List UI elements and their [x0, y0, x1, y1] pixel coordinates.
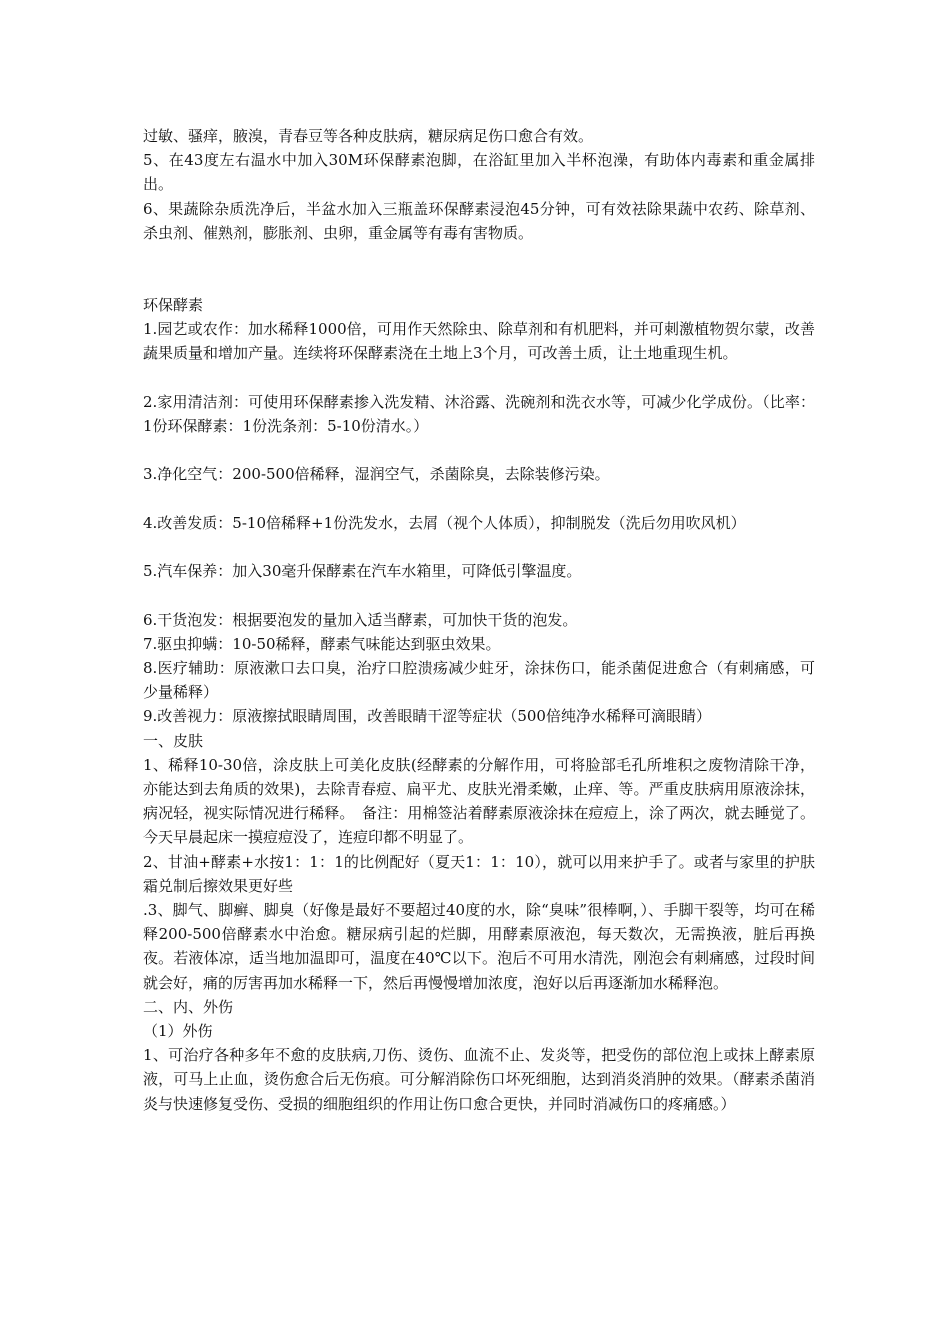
subsection-external-injury: （1）外伤 [143, 1022, 213, 1041]
section-injury-heading: 二、内、外伤 [143, 997, 234, 1016]
usage-item-dried-goods: 6.干货泡发：根据要泡发的量加入适当酵素，可加快干货的泡发。 [143, 610, 578, 629]
spacer [143, 535, 815, 559]
section-skin-heading: 一、皮肤 [143, 731, 204, 750]
injury-item-1: 1、可治疗各种多年不愈的皮肤病,刀伤、烫伤、血流不止、发炎等，把受伤的部位泡上或抹上酵素原液，可马上止血，烫伤愈合后无伤痕。可分解消除伤口坏死细胞，达到消炎消肿的效果。（酵素杀菌消炎与快速修复受伤、受损的细胞组织的作用让伤口愈合更快，并同时消减伤口的疼痛感。） [143, 1046, 815, 1113]
document-page [143, 124, 815, 1116]
spacer [143, 438, 815, 462]
spacer [143, 487, 815, 511]
skin-item-1: 1、稀释10-30倍，涂皮肤上可美化皮肤(经酵素的分解作用，可将脸部毛孔所堆积之废物清除干净，亦能达到去角质的效果)，去除青春痘、扁平尤、皮肤光滑柔嫩，止痒、等。严重皮肤病用原液涂抹，病况轻，视实际情况进行稀释。 备注：用棉签沾着酵素原液涂抹在痘痘上，涂了两次，就去睡觉了。今天早晨起床一摸痘痘没了，连痘印都不明显了。 [143, 755, 815, 847]
usage-item-insects: 7.驱虫抑螨：10-50稀释，酵素气味能达到驱虫效果。 [143, 634, 501, 653]
usage-item-cleaning: 2.家用清洁剂：可使用环保酵素掺入洗发精、沐浴露、洗碗剂和洗衣水等，可减少化学成份。（比率：1份环保酵素：1份洗条剂：5-10份清水。） [143, 392, 815, 436]
usage-item-air: 3.净化空气：200-500倍稀释，湿润空气，杀菌除臭，去除装修污染。 [143, 465, 610, 484]
skin-item-3: .3、脚气、脚癣、脚臭（好像是最好不要超过40度的水，除“臭味”很棒啊，）、手脚干裂等，均可在稀释200-500倍酵素水中治愈。糖尿病引起的烂脚，用酵素原液泡，每天数次，无需换液，脏后再换夜。若液体凉，适当地加温即可，温度在40℃以下。泡后不可用水清洗，刚泡会有刺痛感，过段时间就会好，痛的厉害再加水稀释一下，然后再慢慢增加浓度，泡好以后再逐渐加水稀释泡。 [143, 901, 815, 992]
paragraph-vegetable-wash: 6、果蔬除杂质洗净后，半盆水加入三瓶盖环保酵素浸泡45分钟，可有效祛除果蔬中农药、除草剂、杀虫剂、催熟剂，膨胀剂、虫卵，重金属等有毒有害物质。 [143, 199, 815, 242]
usage-item-vision: 9.改善视力：原液擦拭眼睛周围，改善眼睛干涩等症状（500倍纯净水稀释可滴眼睛） [143, 707, 711, 726]
paragraph-foot-soak: 5、在43度左右温水中加入30M环保酵素泡脚，在浴缸里加入半杯泡澡，有助体内毒素和重金属排出。 [143, 151, 815, 194]
usage-item-medical: 8.医疗辅助：原液漱口去口臭，治疗口腔溃疡减少蛀牙，涂抹伤口，能杀菌促进愈合（有刺痛感，可少量稀释） [143, 658, 815, 702]
spacer [143, 583, 815, 607]
section-heading: 环保酵素 [143, 296, 204, 315]
usage-item-car: 5.汽车保养：加入30毫升保酵素在汽车水箱里，可降低引擎温度。 [143, 562, 582, 581]
spacer [143, 245, 815, 293]
paragraph-skin-effects: 过敏、骚痒，腋溴，青春豆等各种皮肤病，糖尿病足伤口愈合有效。 [143, 127, 594, 145]
usage-item-hair: 4.改善发质：5-10倍稀释+1份洗发水，去屑（视个人体质），抑制脱发（洗后勿用吹风机） [143, 513, 746, 532]
usage-item-gardening: 1.园艺或农作：加水稀释1000倍，可用作天然除虫、除草剂和有机肥料，并可刺激植物贺尔蒙，改善蔬果质量和增加产量。连续将环保酵素浇在土地上3个月，可改善土质，让土地重现生机。 [143, 320, 815, 363]
spacer [143, 366, 815, 390]
skin-item-2: 2、甘油+酵素+水按1：1：1的比例配好（夏天1：1：10），就可以用来护手了。或者与家里的护肤霜兑制后擦效果更好些 [143, 852, 815, 895]
